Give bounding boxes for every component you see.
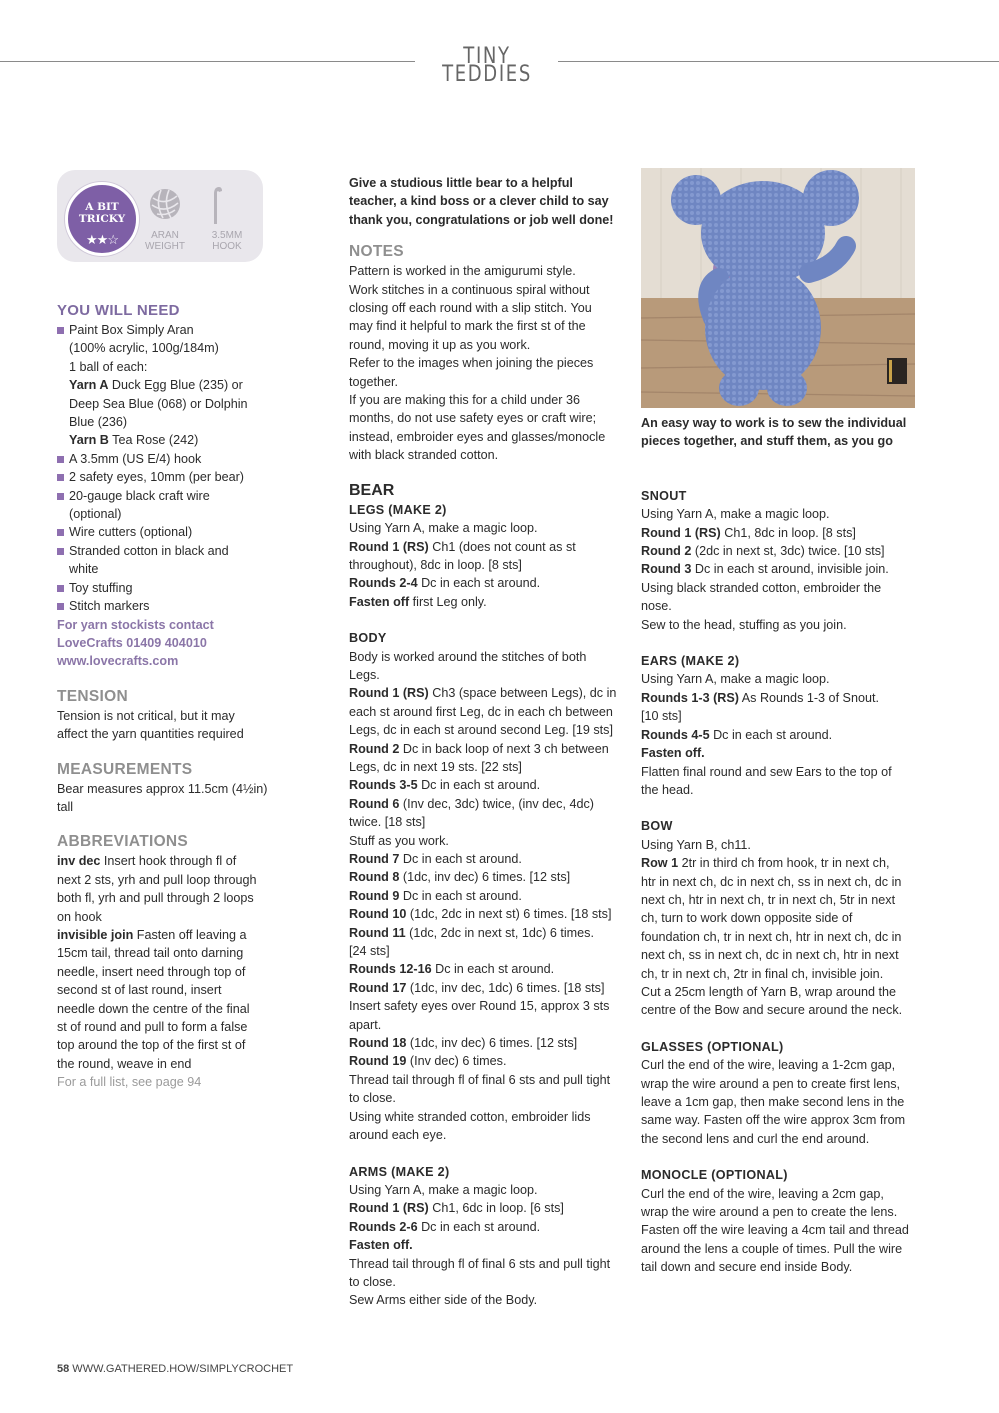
pattern-line: Row 1 2tr in third ch from hook, tr in next ch, bbox=[641, 856, 890, 871]
list-item-text: (100% acrylic, 100g/184m) bbox=[69, 341, 219, 356]
pattern-line: Legs. bbox=[349, 667, 380, 682]
footer-url[interactable]: WWW.GATHERED.HOW/SIMPLYCROCHET bbox=[69, 1363, 294, 1375]
tension-text: Tension is not critical, but it may bbox=[57, 708, 235, 723]
you-will-need-heading: YOU WILL NEED bbox=[57, 302, 180, 319]
pattern-line: Round 2 Dc in back loop of next 3 ch between bbox=[349, 741, 609, 756]
pattern-line: Thread tail through fl of final 6 sts and pull tight bbox=[349, 1256, 611, 1271]
abbr-text: needle, insert need through top of bbox=[57, 964, 246, 979]
arms-heading: ARMS (MAKE 2) bbox=[349, 1164, 450, 1179]
list-item: Stitch markers bbox=[57, 597, 287, 615]
notes-line: Work stitches in a continuous spiral without bbox=[349, 282, 590, 297]
difficulty-stars: ★★☆ bbox=[86, 232, 118, 247]
pattern-line: Cut a 25cm length of Yarn B, wrap around the bbox=[641, 984, 897, 999]
pattern-line: Round 18 (1dc, inv dec) 6 times. [12 sts] bbox=[349, 1036, 578, 1051]
ears-heading: EARS (MAKE 2) bbox=[641, 654, 740, 669]
column-right bbox=[641, 414, 921, 1277]
list-item-text: Blue (236) bbox=[69, 415, 128, 430]
pattern-line: Round 9 Dc in each st around. bbox=[349, 888, 522, 903]
body-heading: BODY bbox=[349, 631, 387, 646]
pattern-line: apart. bbox=[349, 1017, 382, 1032]
pattern-line: wrap the wire around a pen to create first lens, bbox=[641, 1076, 901, 1091]
page-number: 58 bbox=[57, 1363, 70, 1375]
list-item: A 3.5mm (US E/4) hook bbox=[57, 450, 287, 468]
list-item-text: white bbox=[69, 562, 99, 577]
pattern-line: Fasten off. bbox=[641, 746, 705, 761]
legs-heading: LEGS (MAKE 2) bbox=[349, 502, 447, 517]
list-item: Paint Box Simply Aran bbox=[57, 321, 287, 339]
abbr-text: next 2 sts, yrh and pull loop through bbox=[57, 872, 257, 887]
pattern-line: ch, tr in next ch, 2tr in final ch, invisible join. bbox=[641, 966, 884, 981]
pattern-line: Rounds 4-5 Dc in each st around. bbox=[641, 727, 833, 742]
pattern-line: ch, turn to work down opposite side of bbox=[641, 911, 853, 926]
pattern-line: Sew to the head, stuffing as you join. bbox=[641, 617, 847, 632]
pattern-line: Thread tail through fl of final 6 sts and pull tight bbox=[349, 1072, 611, 1087]
pattern-line: Round 8 (1dc, inv dec) 6 times. [12 sts] bbox=[349, 870, 571, 885]
teddy-photo bbox=[641, 168, 915, 408]
pattern-line: Round 3 Dc in each st around, invisible join. bbox=[641, 562, 889, 577]
abbr-invisible-join: invisible join Fasten off leaving a bbox=[57, 927, 247, 942]
pattern-line: around each eye. bbox=[349, 1128, 447, 1143]
hook-size-label-1: 3.5MM bbox=[211, 230, 243, 241]
crochet-hook-icon bbox=[209, 184, 225, 226]
abbr-text: 15cm tail, thread tail onto darning bbox=[57, 946, 244, 961]
pattern-line: Using Yarn A, make a magic loop. bbox=[349, 521, 538, 536]
intro-text: thank you, congratulations or job well done! bbox=[349, 212, 614, 227]
intro-text: Give a studious little bear to a helpful bbox=[349, 176, 573, 190]
list-item: Stranded cotton in black and bbox=[57, 542, 287, 560]
pattern-line: Body is worked around the stitches of both bbox=[349, 649, 587, 664]
pattern-line: wrap the wire around a pen to create the lens. bbox=[641, 1205, 898, 1220]
pattern-line: htr in next ch, dc in next ch, ss in next ch, dc in bbox=[641, 874, 902, 889]
intro-text: teacher, a kind boss or a clever child to say bbox=[349, 194, 609, 209]
pattern-line: Rounds 12-16 Dc in each st around. bbox=[349, 962, 555, 977]
pattern-line: Legs, dc in next 19 sts. [22 sts] bbox=[349, 759, 522, 774]
difficulty-badge bbox=[57, 170, 263, 262]
pattern-line: tail down and secure end inside Body. bbox=[641, 1260, 853, 1275]
pattern-line: next ch, ss in next ch, dc in next ch, htr in next bbox=[641, 948, 899, 963]
notes-line: closing off each round with a slip stitch. You bbox=[349, 301, 592, 316]
list-item: 20-gauge black craft wire bbox=[57, 487, 287, 505]
measurements-heading: MEASUREMENTS bbox=[57, 760, 193, 778]
list-item-text: 1 ball of each: bbox=[69, 359, 148, 374]
pattern-line: [24 sts] bbox=[349, 944, 390, 959]
bear-heading: BEAR bbox=[349, 481, 395, 499]
difficulty-line-2: TRICKY bbox=[78, 213, 126, 225]
header-rule-left bbox=[0, 61, 415, 62]
pattern-line: next ch, htr in next ch, tr in next ch, 5tr in next bbox=[641, 892, 896, 907]
yarn-a: Yarn A Duck Egg Blue (235) or bbox=[69, 378, 243, 393]
pattern-line: Fasten off the wire leaving a 4cm tail and thread bbox=[641, 1223, 909, 1238]
pattern-line: Flatten final round and sew Ears to the top of bbox=[641, 764, 892, 779]
abbr-text: top around the top of the first st of bbox=[57, 1038, 246, 1053]
measurements-text: Bear measures approx 11.5cm (4½in) bbox=[57, 781, 268, 796]
difficulty-line-1: A BIT bbox=[85, 201, 119, 213]
glasses-heading: GLASSES (OPTIONAL) bbox=[641, 1039, 784, 1054]
pattern-line: Round 19 (Inv dec) 6 times. bbox=[349, 1054, 507, 1069]
abbreviations-heading: ABBREVIATIONS bbox=[57, 833, 189, 851]
pattern-line: nose. bbox=[641, 599, 672, 614]
pattern-line: Round 11 (1dc, 2dc in next st, 1dc) 6 times. bbox=[349, 925, 594, 940]
pattern-line: the second lens and curl the end around. bbox=[641, 1131, 870, 1146]
column-left bbox=[57, 301, 287, 1092]
abbr-text: on hook bbox=[57, 909, 102, 924]
difficulty-circle bbox=[65, 182, 139, 256]
pattern-line: Using white stranded cotton, embroider lids bbox=[349, 1109, 591, 1124]
pattern-line: Using Yarn A, make a magic loop. bbox=[349, 1182, 538, 1197]
list-item-text: Deep Sea Blue (068) or Dolphin bbox=[69, 396, 248, 411]
notes-line: with black stranded cotton. bbox=[349, 448, 499, 463]
pattern-line: Using Yarn B, ch11. bbox=[641, 837, 751, 852]
header-rule-right bbox=[558, 61, 999, 62]
page-title: TINY TEDDIES bbox=[442, 44, 532, 88]
abbr-text: the round, weave in end bbox=[57, 1056, 192, 1071]
measurements-text: tall bbox=[57, 799, 74, 814]
snout-heading: SNOUT bbox=[641, 488, 687, 503]
pattern-line: foundation ch, tr in next ch, htr in next ch, dc in bbox=[641, 929, 902, 944]
pattern-line: Using black stranded cotton, embroider the bbox=[641, 580, 882, 595]
notes-line: together. bbox=[349, 374, 399, 389]
pattern-line: throughout), 8dc in loop. [8 sts] bbox=[349, 557, 522, 572]
pattern-line: Round 10 (1dc, 2dc in next st) 6 times. [18 sts] bbox=[349, 907, 612, 922]
list-item: 2 safety eyes, 10mm (per bear) bbox=[57, 468, 287, 486]
photo-caption: pieces together, and stuff them, as you go bbox=[641, 434, 893, 449]
pattern-line: Using Yarn A, make a magic loop. bbox=[641, 507, 830, 522]
pattern-line: same way. Fasten off the wire approx 3cm from bbox=[641, 1113, 906, 1128]
tension-heading: TENSION bbox=[57, 687, 128, 705]
pattern-line: Stuff as you work. bbox=[349, 833, 449, 848]
pattern-line: Rounds 1-3 (RS) As Rounds 1-3 of Snout. bbox=[641, 690, 879, 705]
notes-line: round, moving it up as you work. bbox=[349, 337, 531, 352]
notes-line: instead, embroider eyes and glasses/monocle bbox=[349, 429, 606, 444]
pattern-line: Fasten off. bbox=[349, 1238, 413, 1253]
notes-body bbox=[349, 262, 629, 464]
abbr-text: second st of last round, insert bbox=[57, 983, 222, 998]
pattern-line: to close. bbox=[349, 1274, 396, 1289]
pattern-line: [10 sts] bbox=[641, 709, 682, 724]
tension-text: affect the yarn quantities required bbox=[57, 727, 244, 742]
page-footer bbox=[57, 1360, 293, 1378]
notes-heading: NOTES bbox=[349, 243, 404, 261]
pattern-line: Sew Arms either side of the Body. bbox=[349, 1293, 538, 1308]
pattern-line: Round 7 Dc in each st around. bbox=[349, 852, 522, 866]
stockists-phone: LoveCrafts 01409 404010 bbox=[57, 635, 207, 650]
pattern-line: Round 1 (RS) Ch1, 8dc in loop. [8 sts] bbox=[641, 525, 856, 540]
abbr-text: st of round and pull to form a false bbox=[57, 1020, 248, 1034]
pattern-line: twice. [18 sts] bbox=[349, 815, 426, 830]
pattern-line: Insert safety eyes over Round 15, approx 3 sts bbox=[349, 999, 610, 1014]
notes-line: If you are making this for a child under 36 bbox=[349, 393, 581, 408]
pattern-line: Round 1 (RS) Ch1 (does not count as st bbox=[349, 539, 576, 554]
stockists-link[interactable]: www.lovecrafts.com bbox=[57, 654, 179, 669]
notes-line: Refer to the images when joining the pieces bbox=[349, 356, 594, 371]
abbr-text: both fl, yrh and pull through 2 loops bbox=[57, 891, 254, 906]
teddy-illustration bbox=[641, 168, 915, 408]
notes-line: months, do not use safety eyes or craft wire; bbox=[349, 411, 597, 426]
pattern-line: around the lens a couple of times. Pull the wire bbox=[641, 1241, 903, 1256]
pattern-line: Round 1 (RS) Ch1, 6dc in loop. [6 sts] bbox=[349, 1201, 564, 1216]
full-list-note: For a full list, see page 94 bbox=[57, 1075, 202, 1090]
stockists-text: For yarn stockists contact bbox=[57, 617, 214, 632]
monocle-heading: MONOCLE (OPTIONAL) bbox=[641, 1168, 788, 1183]
pattern-line: each st around first Leg, dc in each ch between bbox=[349, 704, 613, 719]
yarn-b: Yarn B Tea Rose (242) bbox=[69, 433, 199, 448]
pattern-line: Curl the end of the wire, leaving a 2cm gap, bbox=[641, 1186, 884, 1201]
abbr-inv-dec: inv dec Insert hook through fl of bbox=[57, 854, 237, 869]
pattern-line: Rounds 2-4 Dc in each st around. bbox=[349, 576, 541, 591]
hook-size-label-2: HOOK bbox=[212, 241, 242, 252]
abbr-text: needle down the centre of the final bbox=[57, 1001, 250, 1016]
column-middle bbox=[349, 174, 629, 1310]
pattern-line: Round 6 (Inv dec, 3dc) twice, (inv dec, 4dc) bbox=[349, 796, 594, 811]
pattern-line: Rounds 2-6 Dc in each st around. bbox=[349, 1219, 541, 1234]
list-item: Toy stuffing bbox=[57, 579, 287, 597]
pattern-line: Round 1 (RS) Ch3 (space between Legs), dc in bbox=[349, 686, 617, 701]
pattern-line: to close. bbox=[349, 1091, 396, 1106]
pattern-line: Round 2 (2dc in next st, 3dc) twice. [10 sts] bbox=[641, 544, 885, 559]
yarn-ball-icon bbox=[149, 188, 181, 220]
pattern-line: Curl the end of the wire, leaving a 1-2cm gap, bbox=[641, 1058, 896, 1073]
pattern-line: Round 17 (1dc, inv dec, 1dc) 6 times. [18 sts] bbox=[349, 980, 605, 995]
list-item-text: (optional) bbox=[69, 507, 122, 522]
notes-line: may find it helpful to mark the first st of the bbox=[349, 319, 586, 334]
bow-heading: BOW bbox=[641, 819, 673, 834]
notes-line: Pattern is worked in the amigurumi style. bbox=[349, 264, 576, 279]
yarn-weight-label-1: ARAN bbox=[151, 230, 179, 241]
pattern-line: Legs, dc in each st around second Leg. [19 sts] bbox=[349, 723, 613, 738]
pattern-line: centre of the Bow and secure around the neck. bbox=[641, 1003, 903, 1018]
pattern-line: the head. bbox=[641, 782, 694, 797]
pattern-line: Fasten off first Leg only. bbox=[349, 594, 487, 609]
pattern-line: Using Yarn A, make a magic loop. bbox=[641, 672, 830, 687]
pattern-line: Rounds 3-5 Dc in each st around. bbox=[349, 778, 541, 793]
pattern-line: leave a 1cm gap, then make second lens in the bbox=[641, 1095, 905, 1109]
photo-caption: An easy way to work is to sew the individual bbox=[641, 416, 907, 430]
list-item: Wire cutters (optional) bbox=[57, 523, 287, 541]
yarn-weight-label-2: WEIGHT bbox=[145, 241, 185, 252]
